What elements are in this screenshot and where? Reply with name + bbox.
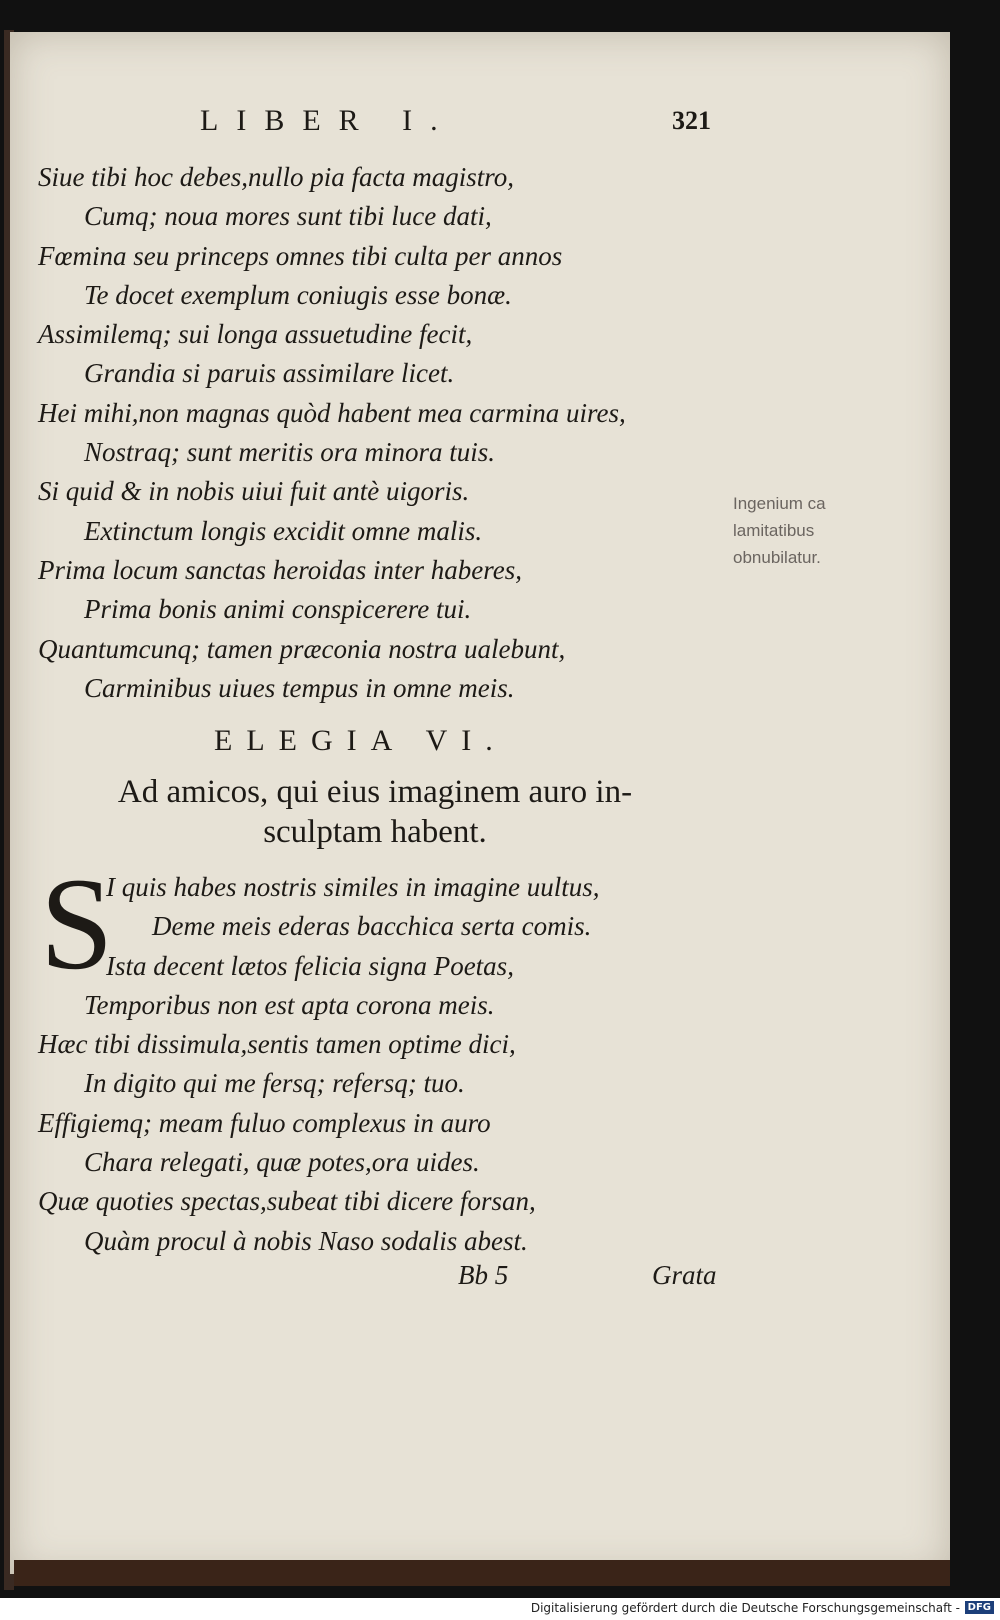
dfg-logo: DFG (965, 1601, 994, 1614)
catchline (0, 1260, 1000, 1300)
footer-credit: Digitalisierung gefördert durch die Deutsche Forschungsgemeinschaft - (530, 1601, 960, 1615)
verse-line: Extinctum longis excidit omne malis. (84, 515, 483, 546)
signature-mark: Bb 5 (458, 1260, 509, 1290)
page-header (0, 104, 1000, 144)
poem-line: Deme meis ederas bacchica serta comis. (152, 911, 592, 942)
margin-note-line: lamitatibus (733, 521, 815, 540)
verse-line: Prima locum sanctas heroidas inter haberes, (38, 554, 522, 585)
margin-note (733, 490, 903, 571)
elegy-subtitle-line: Ad amicos, qui eius imaginem auro in- (117, 774, 633, 810)
verse-line: Hei mihi,non magnas quòd habent mea carmina uires, (38, 397, 626, 428)
verse-line: Assimilemq; sui longa assuetudine fecit, (38, 319, 473, 350)
margin-note-line: obnubilatur. (733, 548, 821, 567)
verse-line: Fœmina seu princeps omnes tibi culta per annos (38, 240, 563, 271)
poem-line: Temporibus non est apta corona meis. (84, 989, 495, 1020)
drop-cap: S (40, 850, 114, 997)
verse-line: Carminibus uiues tempus in omne meis. (84, 672, 515, 703)
running-head: LIBER I. (200, 104, 456, 137)
digitization-footer (0, 1598, 1000, 1620)
poem-line: Quæ quoties spectas,subeat tibi dicere forsan, (38, 1186, 536, 1217)
poem-line: Effigiemq; meam fuluo complexus in auro (38, 1107, 491, 1138)
poem-line: Quàm procul à nobis Naso sodalis abest. (84, 1225, 528, 1256)
verse-block (38, 158, 698, 708)
elegy-title: ELEGIA VI. (214, 724, 507, 757)
verse-line: Si quid & in nobis uiui fuit antè uigoris. (38, 476, 470, 507)
poem-block (38, 868, 698, 1261)
poem-line: In digito qui me fersq; refersq; tuo. (84, 1068, 465, 1099)
poem-line: I quis habes nostris similes in imagine uultus, (106, 872, 600, 902)
elegy-subtitle-line: sculptam habent. (263, 814, 487, 850)
verse-line: Prima bonis animi conspicerere tui. (84, 594, 472, 625)
margin-note-line: Ingenium ca (733, 494, 826, 513)
verse-line: Siue tibi hoc debes,nullo pia facta magistro, (38, 162, 514, 192)
verse-line: Cumq; noua mores sunt tibi luce dati, (84, 201, 492, 232)
page-bottom-edge (14, 1560, 950, 1586)
elegy-subtitle (60, 772, 690, 852)
verse-line: Nostraq; sunt meritis ora minora tuis. (84, 437, 496, 468)
verse-line: Te docet exemplum coniugis esse bonæ. (84, 279, 512, 310)
poem-line: Chara relegati, quæ potes,ora uides. (84, 1147, 480, 1178)
poem-line: Hæc tibi dissimula,sentis tamen optime dici, (38, 1029, 516, 1060)
verse-line: Quantumcunq; tamen præconia nostra ualebunt, (38, 633, 566, 664)
page-number: 321 (672, 106, 711, 135)
verse-line: Grandia si paruis assimilare licet. (84, 358, 455, 389)
catchword: Grata (652, 1260, 717, 1290)
poem-line: Ista decent lætos felicia signa Poetas, (106, 950, 514, 981)
